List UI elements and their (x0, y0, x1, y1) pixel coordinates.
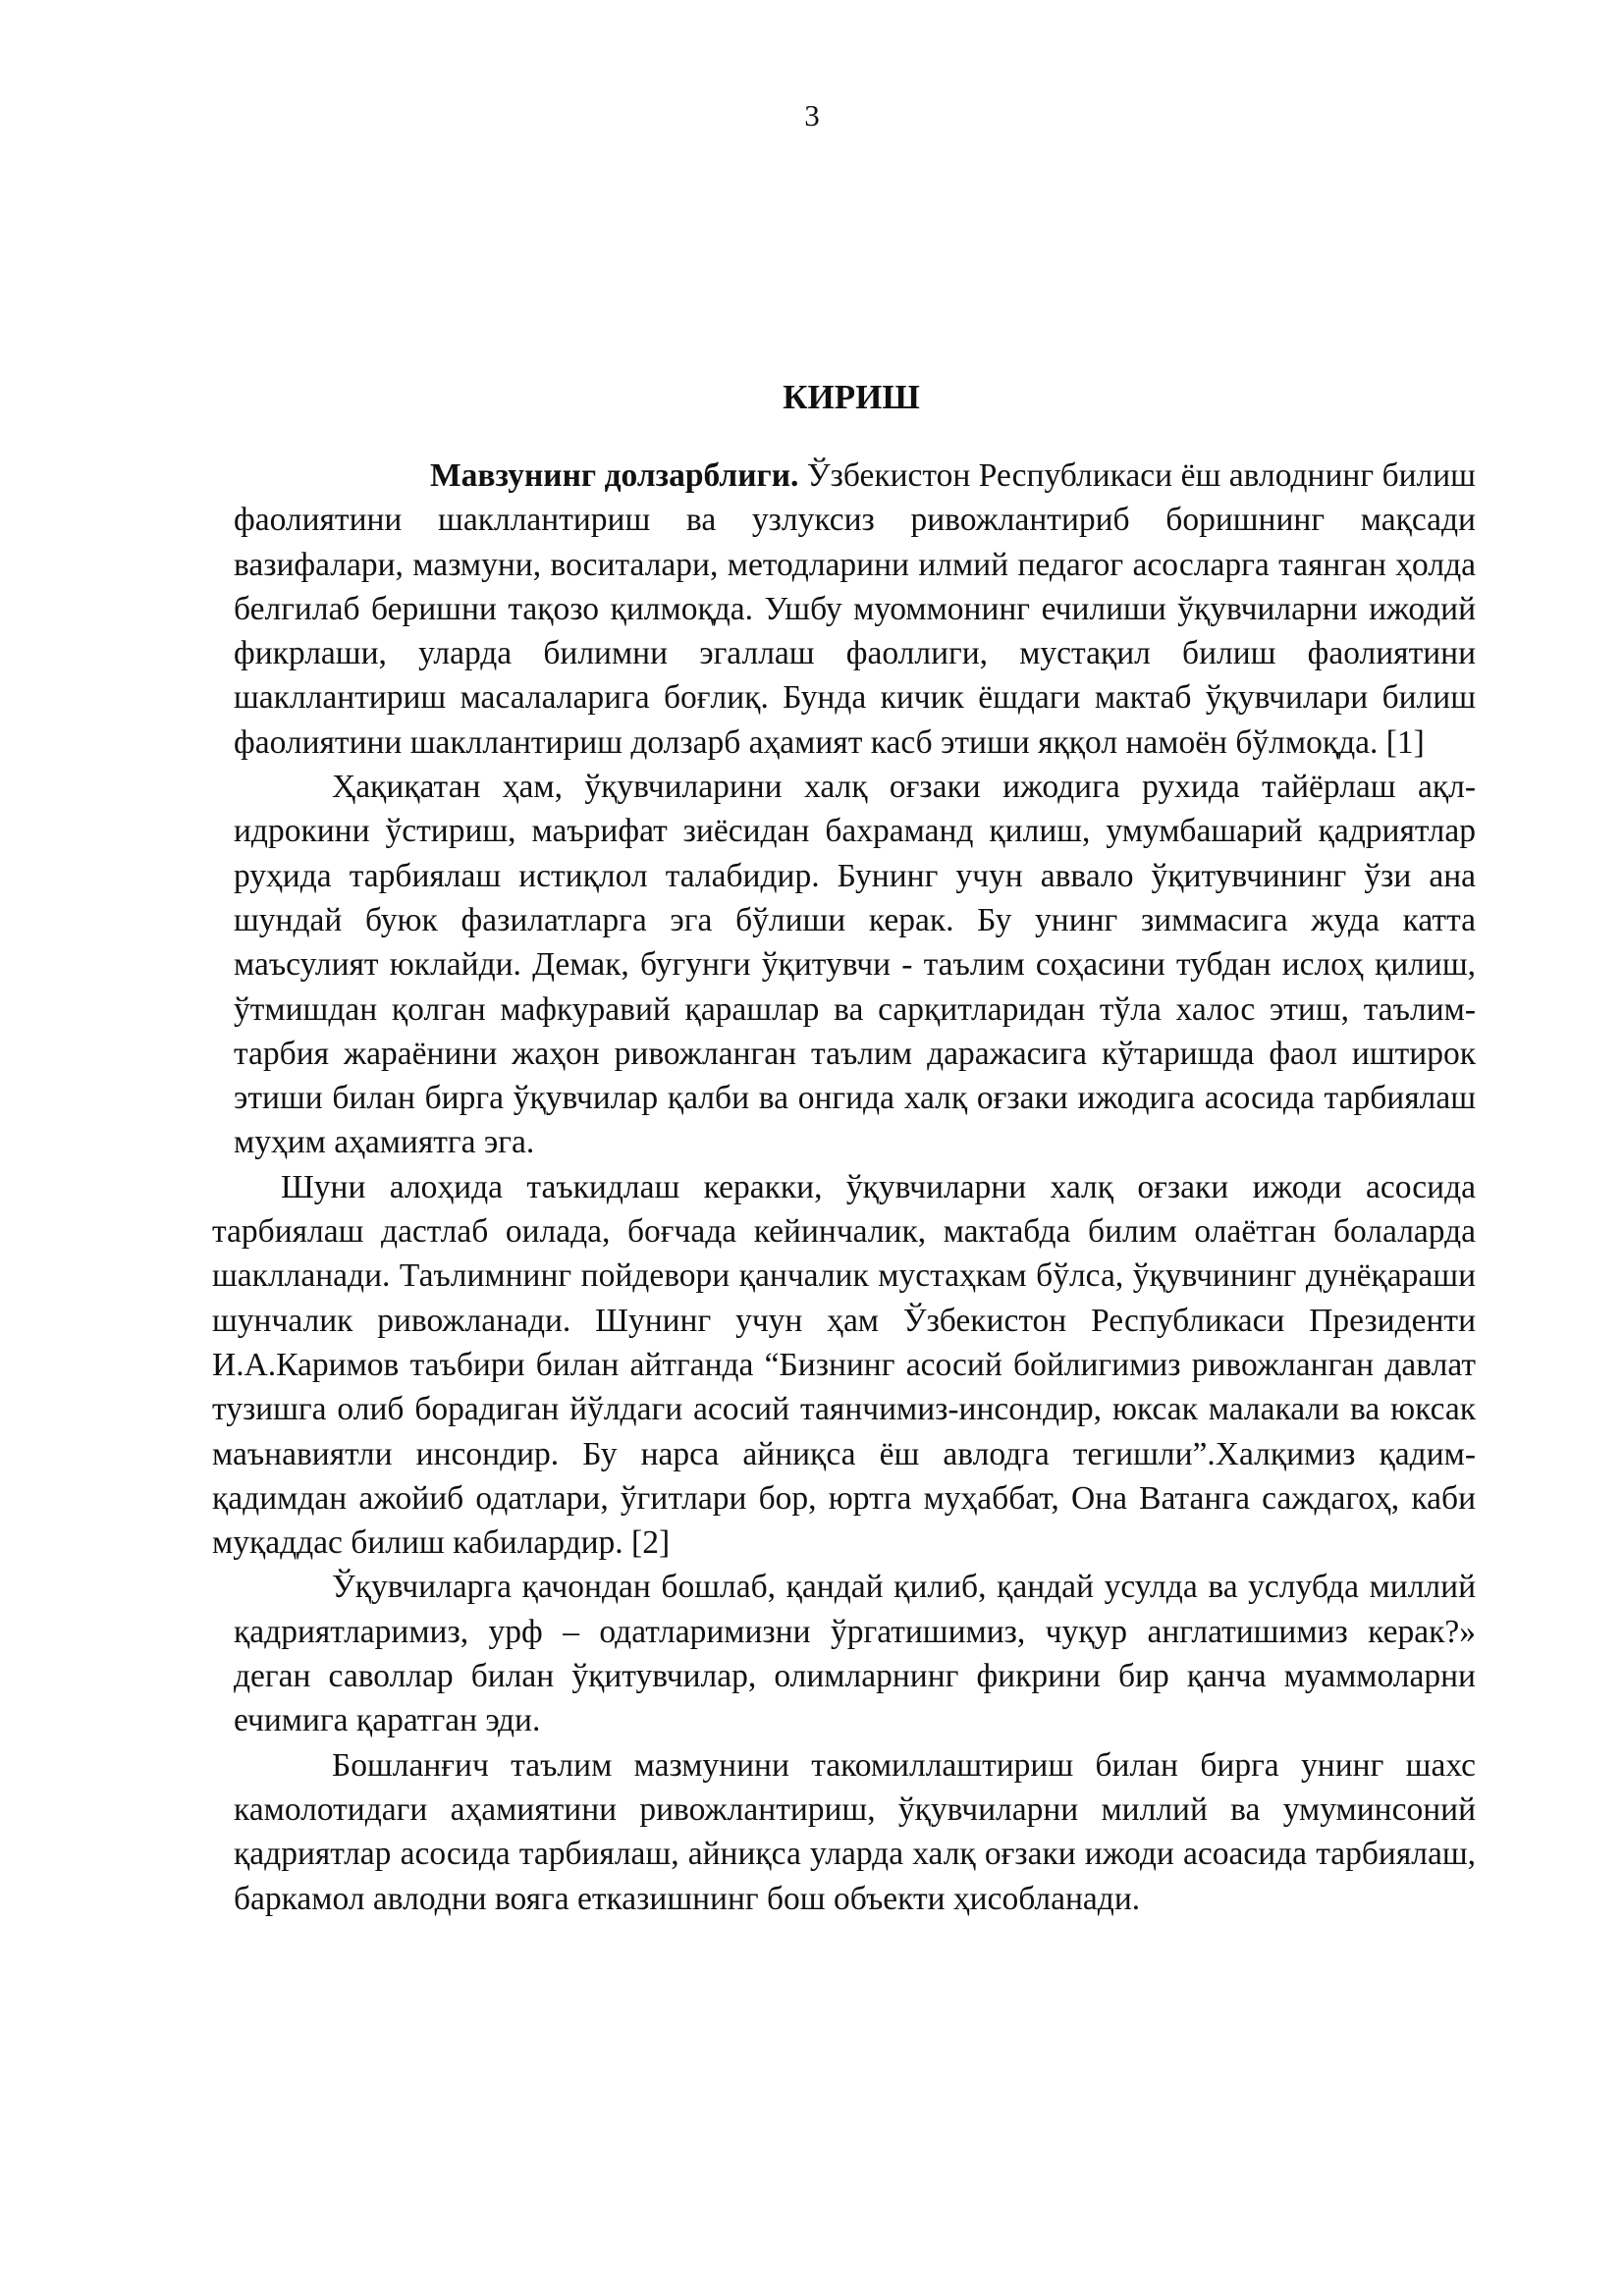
paragraph: Шуни алоҳида таъкидлаш керакки, ўқувчиларни халқ оғзаки ижоди асосида тарбиялаш дастлаб оилада, боғчада кейинчалик, мактабда билим олаётган болаларда шаклланади. Таълимнинг пойдевори қанчалик мустаҳкам бўлса, ўқувчининг дунёқараши шунчалик ривожланади. Шунинг учун ҳам Ўзбекистон Республикаси Президенти И.А.Каримов таъбири билан айтганда “Бизнинг асосий бойлигимиз ривожланган давлат тузишга олиб борадиган йўлдаги асосий таянчимиз-инсондир, юксак малакали ва юксак маънавиятли инсондир. Бу нарса айниқса ёш авлодга тегишли”.Халқимиз қадим-қадимдан ажойиб одатлари, ўгитлари бор, юртга муҳаббат, Она Ватанга саждагоҳ, каби муқаддас билиш кабилардир. [2] (212, 1168, 1476, 1562)
paragraph: Ҳақиқатан ҳам, ўқувчиларини халқ оғзаки ижодига рухида тайёрлаш ақл-идрокини ўстириш, маърифат зиёсидан бахраманд қилиш, умумбашарий қадриятлар руҳида тарбиялаш истиқлол талабидир. Бунинг учун аввало ўқитувчининг ўзи ана шундай буюк фазилатларга эга бўлиши керак. Бу унинг зиммасига жуда катта маъсулият юклайди. Демак, бугунги ўқитувчи - таълим соҳасини тубдан ислоҳ қилиш, ўтмишдан қолган мафкуравий қарашлар ва сарқитларидан тўла халос этиш, таълим-тарбия жараёнини жаҳон ривожланган таълим даражасига кўтаришда фаол иштирок этиши билан бирга ўқувчилар қалби ва онгида халқ оғзаки ижодига асосида тарбиялаш муҳим аҳамиятга эга. (234, 769, 1476, 1161)
paragraph-relevance (234, 454, 1476, 765)
paragraph-text: Ўзбекистон Республикаси ёш авлоднинг билиш фаолиятини шакллантириш ва узлуксиз ривожлантириб боришнинг мақсади вазифалари, мазмуни, воситалари, методларини илмий педагог асосларга таянган ҳолда белгилаб беришни тақозо қилмоқда. Ушбу муоммонинг ечилиши ўқувчиларни ижодий фикрлаши, уларда билимни эгаллаш фаоллиги, мустақил билиш фаолиятини шакллантириш масалаларига боғлиқ. Бунда кичик ёшдаги мактаб ўқувчилари билиш фаолиятини шакллантириш долзарб аҳамият касб этиши яққол намоён бўлмоқда. [1] (234, 457, 1476, 761)
section-heading: КИРИШ (783, 378, 920, 416)
page-number: 3 (804, 98, 820, 133)
paragraph: Ўқувчиларга қачондан бошлаб, қандай қилиб, қандай усулда ва услубда миллий қадриятларимиз, урф – одатларимизни ўргатишимиз, чуқур англатишимиз керак?» деган саволлар билан ўқитувчилар, олимларнинг фикрини бир қанча муаммоларни ечимига қаратган эди. (234, 1569, 1476, 1739)
paragraph-lead: Мавзунинг долзарблиги. (430, 457, 799, 494)
paragraph: Бошланғич таълим мазмунини такомиллаштириш билан бирга унинг шахс камолотидаги аҳамиятини ривожлантириш, ўқувчиларни миллий ва умуминсоний қадриятлар асосида тарбиялаш, айниқса уларда халқ оғзаки ижоди асоасида тарбиялаш, баркамол авлодни вояга етказишнинг бош объекти ҳисобланади. (234, 1746, 1476, 1917)
body-text (212, 454, 1476, 1921)
